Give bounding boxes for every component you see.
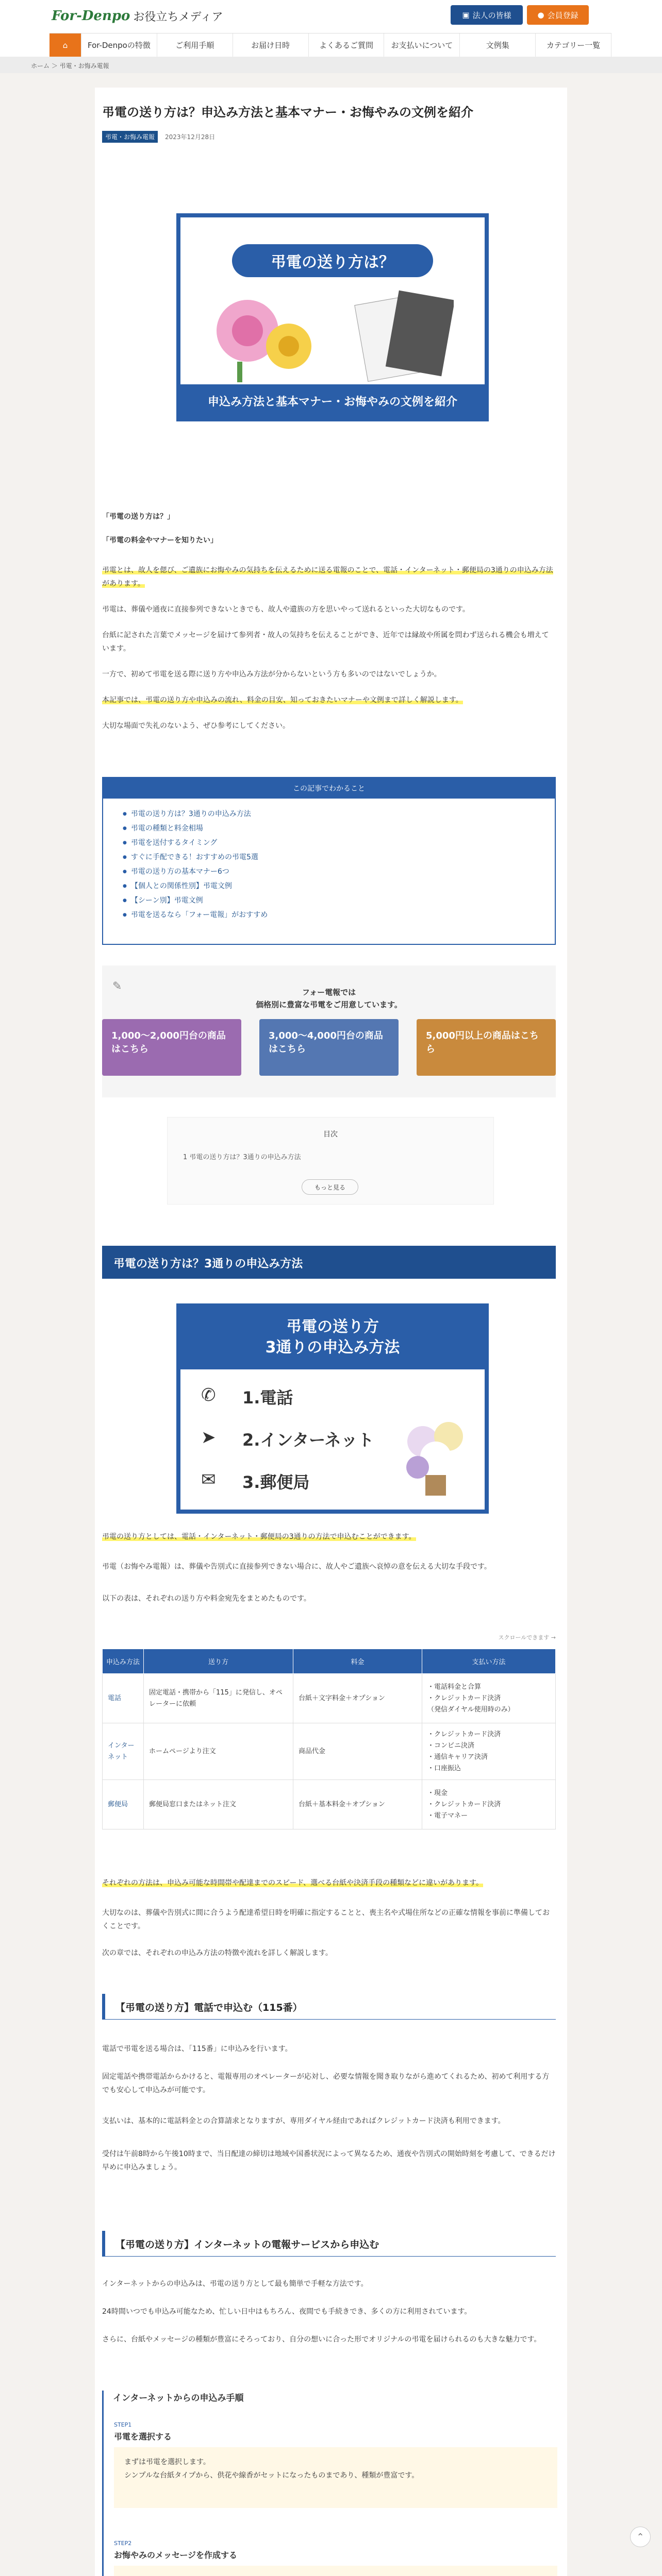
step-body: まずは弔電を選択します。 シンプルな台紙タイプから、供花や線香がセットになったものまであり、種類が豊富です。 (114, 2447, 557, 2508)
method-post: 3.郵便局 (242, 1472, 310, 1492)
method-phone: 1.電話 (242, 1388, 293, 1408)
intro-paragraph-6: 大切な場面で失礼のないよう、ぜひ参考にしてください。 (102, 722, 290, 730)
methods-intro-text: 弔電の送り方としては、電話・インターネット・郵便局の3通りの方法で申込むことができます。 (102, 1533, 416, 1541)
article (95, 88, 567, 2576)
phone-paragraph-2: 固定電話や携帯電話からかけると、電報専用のオペレーターが応対し、必要な情報を聞き取りながら進めてくれるため、初めて利用する方でも安心して申込みが可能です。 (102, 2073, 550, 2094)
member-button-label: 会員登録 (547, 10, 578, 20)
column-header: 送り方 (144, 1649, 293, 1674)
breadcrumb[interactable]: ホーム ＞ 弔電・お悔み電報 (0, 57, 662, 73)
eyecatch-title: 弔電の送り方は？ (232, 244, 433, 277)
summary-link[interactable]: ● 【シーン別】弔電文例 (123, 893, 555, 908)
logo-mark: For-Denpo (52, 8, 130, 24)
phone-paragraph-1: 電話で弔電を送る場合は、「115番」に申込みを行います。 (102, 2045, 292, 2053)
methods-note-text: それぞれの方法は、申込み可能な時間帯や配達までのスピード、選べる台紙や決済手段の種類などに違いがあります。 (102, 1879, 484, 1887)
table-cell: ・電話料金と合算 ・クレジットカード決済 （発信ダイヤル使用時のみ） (422, 1674, 556, 1723)
corporate-button[interactable] (451, 5, 523, 25)
table-of-contents (167, 1117, 494, 1205)
step-title: お悔やみのメッセージを作成する (114, 2550, 238, 2560)
scroll-top-icon[interactable]: ⌃ (630, 2527, 651, 2547)
table-row (103, 1723, 556, 1780)
steps-title: インターネットからの申込み手順 (113, 2393, 244, 2403)
phone-paragraph-3: 支払いは、基本的に電話料金との合算請求となりますが、専用ダイヤル経由であればクレジットカード決済も利用できます。 (102, 2117, 505, 2125)
table-cell: 商品代金 (293, 1723, 422, 1780)
building-icon: ▣ (462, 10, 470, 20)
methods-figure-header (180, 1308, 485, 1369)
table-header-row (103, 1649, 556, 1674)
step-number: STEP1 (114, 2421, 132, 2428)
methods-note (102, 1876, 556, 1890)
question-1: 「弔電の送り方は？」 (102, 513, 174, 521)
methods-table (102, 1649, 556, 1829)
step-item (114, 2540, 557, 2576)
table-row (103, 1674, 556, 1723)
chrysanthemum-illustration (201, 290, 325, 382)
price-card-mid[interactable]: 3,000～4,000円台の商品はこちら (259, 1019, 399, 1076)
flowers-illustration (397, 1411, 474, 1498)
nav-faq[interactable]: よくあるご質問 (309, 33, 385, 57)
nav-categories[interactable]: カテゴリー一覧 (536, 33, 611, 57)
nav-payment[interactable]: お支払いについて (384, 33, 460, 57)
methods-paragraph-4: 次の章では、それぞれの申込み方法の特徴や流れを詳しく解説します。 (102, 1949, 333, 1957)
table-cell: 郵便局窓口またはネット注文 (144, 1780, 293, 1829)
summary-link[interactable]: ● 弔電を送付するタイミング (123, 836, 555, 850)
method-internet: 2.インターネット (242, 1430, 374, 1450)
summary-box (102, 777, 556, 945)
table-cell: 固定電話・携帯から「115」に発信し、オペレーターに依頼 (144, 1674, 293, 1723)
scroll-hint: スクロールできます → (498, 1634, 556, 1641)
member-register-button[interactable] (527, 5, 589, 25)
nav-guide[interactable]: ご利用手順 (157, 33, 233, 57)
article-meta (102, 131, 215, 143)
methods-figure-subtitle: 3通りの申込み方法 (265, 1338, 400, 1357)
table-cell: 台紙＋基本料金＋オプション (293, 1780, 422, 1829)
subsection-heading: 【弔電の送り方】インターネットの電報サービスから申込む (102, 2231, 556, 2257)
table-cell: ホームページより注文 (144, 1723, 293, 1780)
table-cell: 郵便局 (103, 1780, 144, 1829)
summary-link[interactable]: ● 弔電を送るなら「フォー電報」がおすすめ (123, 908, 555, 922)
nav-delivery[interactable]: お届け日時 (233, 33, 309, 57)
methods-paragraph-1: 弔電（お悔やみ電報）は、葬儀や告別式に直接参列できない場合に、故人やご遺族へ哀悼の意を伝える大切な手段です。 (102, 1563, 491, 1571)
table-cell: 台紙＋文字料金＋オプション (293, 1674, 422, 1723)
summary-link[interactable]: ● 弔電の送り方は？3通りの申込み方法 (123, 807, 555, 821)
column-header: 申込み方法 (103, 1649, 144, 1674)
home-icon[interactable]: ⌂ (49, 33, 81, 57)
intro-paragraph-5 (102, 693, 556, 707)
summary-list (103, 799, 555, 922)
site-logo[interactable] (52, 3, 223, 29)
category-tag[interactable]: 弔電・お悔み電報 (102, 131, 158, 143)
table-cell: ・クレジットカード決済 ・コンビニ決済 ・通信キャリア決済 ・口座振込 (422, 1723, 556, 1780)
methods-intro (102, 1530, 556, 1544)
step-number: STEP2 (114, 2540, 132, 2547)
step-title: 弔電を選択する (114, 2432, 172, 2442)
phone-paragraph-4: 受付は午前8時から午後10時まで、当日配達の締切は地域や国番状況によって異なるため、通夜や告別式の開始時刻を考慮して、できるだけ早めに申込みましょう。 (102, 2150, 556, 2172)
publish-date: 2023年12月28日 (165, 133, 216, 141)
envelope-icon: ✉ (201, 1469, 216, 1490)
summary-box-header: この記事でわかること (103, 778, 555, 799)
internet-paragraph-1: インターネットからの申込みは、弔電の送り方として最も簡単で手軽な方法です。 (102, 2280, 368, 2288)
internet-paragraph-3: さらに、台紙やメッセージの種類が豊富にそろっており、自分の想いに合った形でオリジナルの弔電を届けられるのも大きな魅力です。 (102, 2335, 541, 2344)
methods-paragraph-3: 大切なのは、葬儀や告別式に間に合うよう配達希望日時を明確に指定することと、喪主名や式場住所などの正確な情報を事前に準備しておくことです。 (102, 1909, 550, 1930)
eyecatch-image (176, 213, 489, 421)
price-card-high[interactable]: 5,000円以上の商品はこちら (417, 1019, 556, 1076)
subsection-heading: 【弔電の送り方】電話で申込む（115番） (102, 1994, 556, 2020)
eyecatch-band: 申込み方法と基本マナー・お悔やみの文例を紹介 (180, 384, 485, 417)
step-item (114, 2421, 557, 2508)
page-title: 弔電の送り方は？申込み方法と基本マナー・お悔やみの文例を紹介 (102, 105, 473, 120)
corporate-button-label: 法人の皆様 (472, 10, 511, 20)
summary-link[interactable]: ● すぐに手配できる！おすすめの弔電5選 (123, 850, 555, 865)
steps-block (102, 2391, 556, 2576)
toc-title: 目次 (323, 1130, 338, 1139)
nav-features[interactable]: For-Denpoの特徴 (81, 33, 157, 57)
column-header: 料金 (293, 1649, 422, 1674)
table-cell: ・現金 ・クレジットカード決済 ・電子マネー (422, 1780, 556, 1829)
table-cell: 電話 (103, 1674, 144, 1723)
phone-icon: ✆ (201, 1385, 216, 1405)
price-card-low[interactable]: 1,000～2,000円台の商品はこちら (102, 1019, 241, 1076)
methods-figure-title: 弔電の送り方 (286, 1318, 379, 1336)
user-icon: ● (537, 10, 544, 20)
summary-link[interactable]: ● 【個人との関係性別】弔電文例 (123, 879, 555, 893)
summary-link[interactable]: ● 弔電の送り方の基本マナー6つ (123, 865, 555, 879)
price-banner-title: フォー電報では 価格別に豊富な弔電をご用意しています。 (256, 988, 402, 1009)
intro-text: 弔電とは、故人を偲び、ご遺族にお悔やみの気持ちを伝えるために送る電報のことで、電話・インターネット・郵便局の3通りの申込み方法があります。 (102, 566, 553, 588)
nav-examples[interactable]: 文例集 (460, 33, 536, 57)
intro-paragraph-2: 弔電は、葬儀や通夜に直接参列できないときでも、故人や遺族の方を思いやって送れるといった大切なものです。 (102, 605, 470, 614)
intro-paragraph-4: 一方で、初めて弔電を送る際に送り方や申込み方法が分からないという方も多いのではないでしょうか。 (102, 670, 441, 679)
pen-icon: ✎ (112, 980, 122, 993)
summary-link[interactable]: ● 弔電の種類と料金相場 (123, 821, 555, 836)
intro-text-5: 本記事では、弔電の送り方や申込みの流れ、料金の目安、知っておきたいマナーや文例まで詳しく解説します。 (102, 696, 463, 704)
logo-sub: お役立ちメディア (133, 10, 223, 24)
question-2: 「弔電の料金やマナーを知りたい」 (102, 536, 218, 545)
internet-paragraph-2: 24時間いつでも申込み可能なため、忙しい日中はもちろん、夜間でも手続きでき、多くの方に利用されています。 (102, 2308, 472, 2316)
section-heading: 弔電の送り方は？3通りの申込み方法 (102, 1246, 556, 1279)
column-header: 支払い方法 (422, 1649, 556, 1674)
site-header (0, 0, 662, 57)
intro-paragraph-3: 台紙に記された言葉でメッセージを届けて参列者・故人の気持ちを伝えることができ、近年では縁故や所属を問わず送られる機会も増えています。 (102, 631, 549, 653)
telegram-card-illustration (351, 284, 454, 387)
methods-paragraph-2: 以下の表は、それぞれの送り方や料金宛先をまとめたものです。 (102, 1595, 311, 1603)
table-row (103, 1780, 556, 1829)
toc-item[interactable]: 1 弔電の送り方は？3通りの申込み方法 (183, 1154, 301, 1161)
toc-more-button[interactable]: もっと見る (302, 1179, 358, 1195)
methods-figure (176, 1303, 489, 1514)
price-banner-box (102, 965, 556, 1097)
intro-paragraph-1 (102, 564, 556, 590)
step-body (114, 2566, 557, 2576)
global-nav (49, 33, 611, 57)
cursor-icon: ➤ (201, 1427, 216, 1448)
table-cell: インターネット (103, 1723, 144, 1780)
